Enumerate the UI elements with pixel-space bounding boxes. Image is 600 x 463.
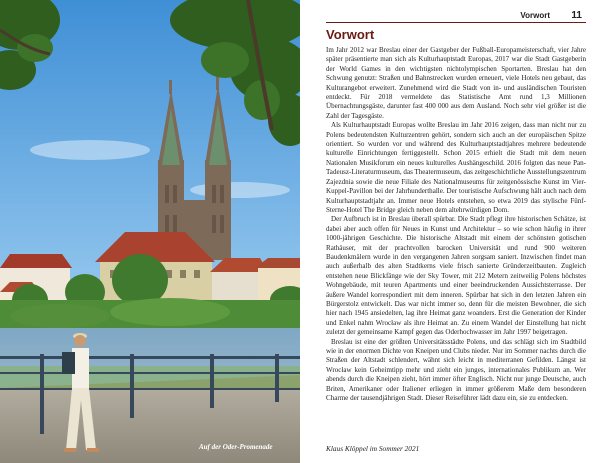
page-title: Vorwort xyxy=(326,27,375,42)
body-text xyxy=(326,46,586,403)
paragraph: Im Jahr 2012 war Breslau einer der Gastgeber der Fußball-Europameisterschaft, vier Jahre später präsentierte man sich als Kulturhauptstadt Europas, 2017 war die Stadt Gastgeberin der World Games in den wichtigsten nichtolympischen Sportarten. Breslau hat den Schwung genutzt: Straßen und Bahnstrecken wurden erneuert, viele Hotels neu gebaut, das Kulturangebot erweitert. Zunehmend wird die Stadt von in- und ausländischen Touristen entdeckt. Für 2018 vermeldete das Statistische Amt rund 1,3 Millionen Übernachtungsgäste, darunter fast 400 000 aus dem Ausland. Noch sehr viel größer ist die Zahl der Tagesgäste. xyxy=(326,46,586,120)
text-page xyxy=(326,0,586,463)
paragraph: Als Kulturhauptstadt Europas wollte Breslau im Jahr 2016 zeigen, dass man nicht nur zu Polens bedeutendsten Kulturzentren gehört, sondern sich auch an der europäischen Spitze orientiert. So wurden vor und während des Kulturhauptstadtjahres mehrere bedeutende kulturelle Einrichtungen fertiggestellt. Schon 2015 erhielt die Stadt mit dem neuen Nationalen Musikforum ein neues kulturelles Aushängeschild. 2016 folgten das neue Pan-Tadeusz-Literaturmuseum, das Theatermuseum, das zeitgeschichtliche Ausstellungszentrum Zajezdnia sowie die neue Filiale des Nationalmuseums für zeitgenössische Kunst im Vier-Kuppel-Pavillon bei der Jahrhunderthalle. Der touristische Aufschwung hält auch nach dem Kulturhauptstadtjahr an. Immer neue Hotels entstehen, so etwa 2019 das stylische Fünf-Sterne-Hotel The Bridge gleich neben dem altehrwürdigen Dom. xyxy=(326,121,586,214)
author-signature: Klaus Klöppel im Sommer 2021 xyxy=(326,444,420,453)
paragraph: Breslau ist eine der größten Universitätsstädte Polens, und das schlägt sich im Stadtbild wie in der enormen Dichte von Kneipen und Clubs nieder. Nur im Sommer nachts durch die Straßen der Altstadt schlendert, wähnt sich leicht in mediterranen Gefilden. Längst ist Wrocław kein Geheimtipp mehr und zieht ein junges, internationales Publikum an. Wer abends durch die Kneipen zieht, hört immer öfter Englisch. Nicht nur junge Deutsche, auch Briten, Amerikaner oder Italiener erliegen in immer größerem Maße dem besonderen Charme der tausendjährigen Stadt. Dieser Reiseführer lädt dazu ein, sie zu entdecken. xyxy=(326,337,586,403)
paragraph: Der Aufbruch ist in Breslau überall spürbar. Die Stadt pflegt ihre historischen Schätze, ist dabei aber auch offen für Neues in Kunst und Architektur – so wie schon häufig in ihrer 1000-jährigen Geschichte. Die historische Altstadt mit einem der schönsten gotischen Rathäuser, mit der prachtvollen barocken Universität und rund 900 weiteren Baudenkmälern wurde in den vergangenen Jahren sorgsam saniert. Inzwischen findet man auch außerhalb des alten Stadtkerns viele frisch sanierte Gründerzeitbauten. Zugleich entstehen neue Blickfänge wie der Sky Tower, mit 212 Metern zeitweilig Polens höchstes Wohngebäude, mit teuren Apartments und einer beeindruckenden Aussichtsterrasse. Der äußere Wandel korrespondiert mit dem inneren. Spürbar hat sich in den letzten Jahren ein Bürgerstolz entwickelt. Das war nicht immer so, denn für die meisten Bewohner, die sich hier nach 1945 ansiedelten, lag ihre Heimat ganz woanders. Erst die Generation der Kinder und Enkel nahm Wrocław als ihre Heimat an. Zu einem Wandel der Einstellung hat nicht zuletzt der gemeinsame Kampf gegen das Oderhochwasser im Jahr 1997 beigetragen. xyxy=(326,215,586,337)
photo-caption: Auf der Oder-Promenade xyxy=(199,443,273,451)
running-header-section: Vorwort xyxy=(520,11,550,20)
header-rule xyxy=(326,22,586,23)
page-number: 11 xyxy=(571,10,582,21)
